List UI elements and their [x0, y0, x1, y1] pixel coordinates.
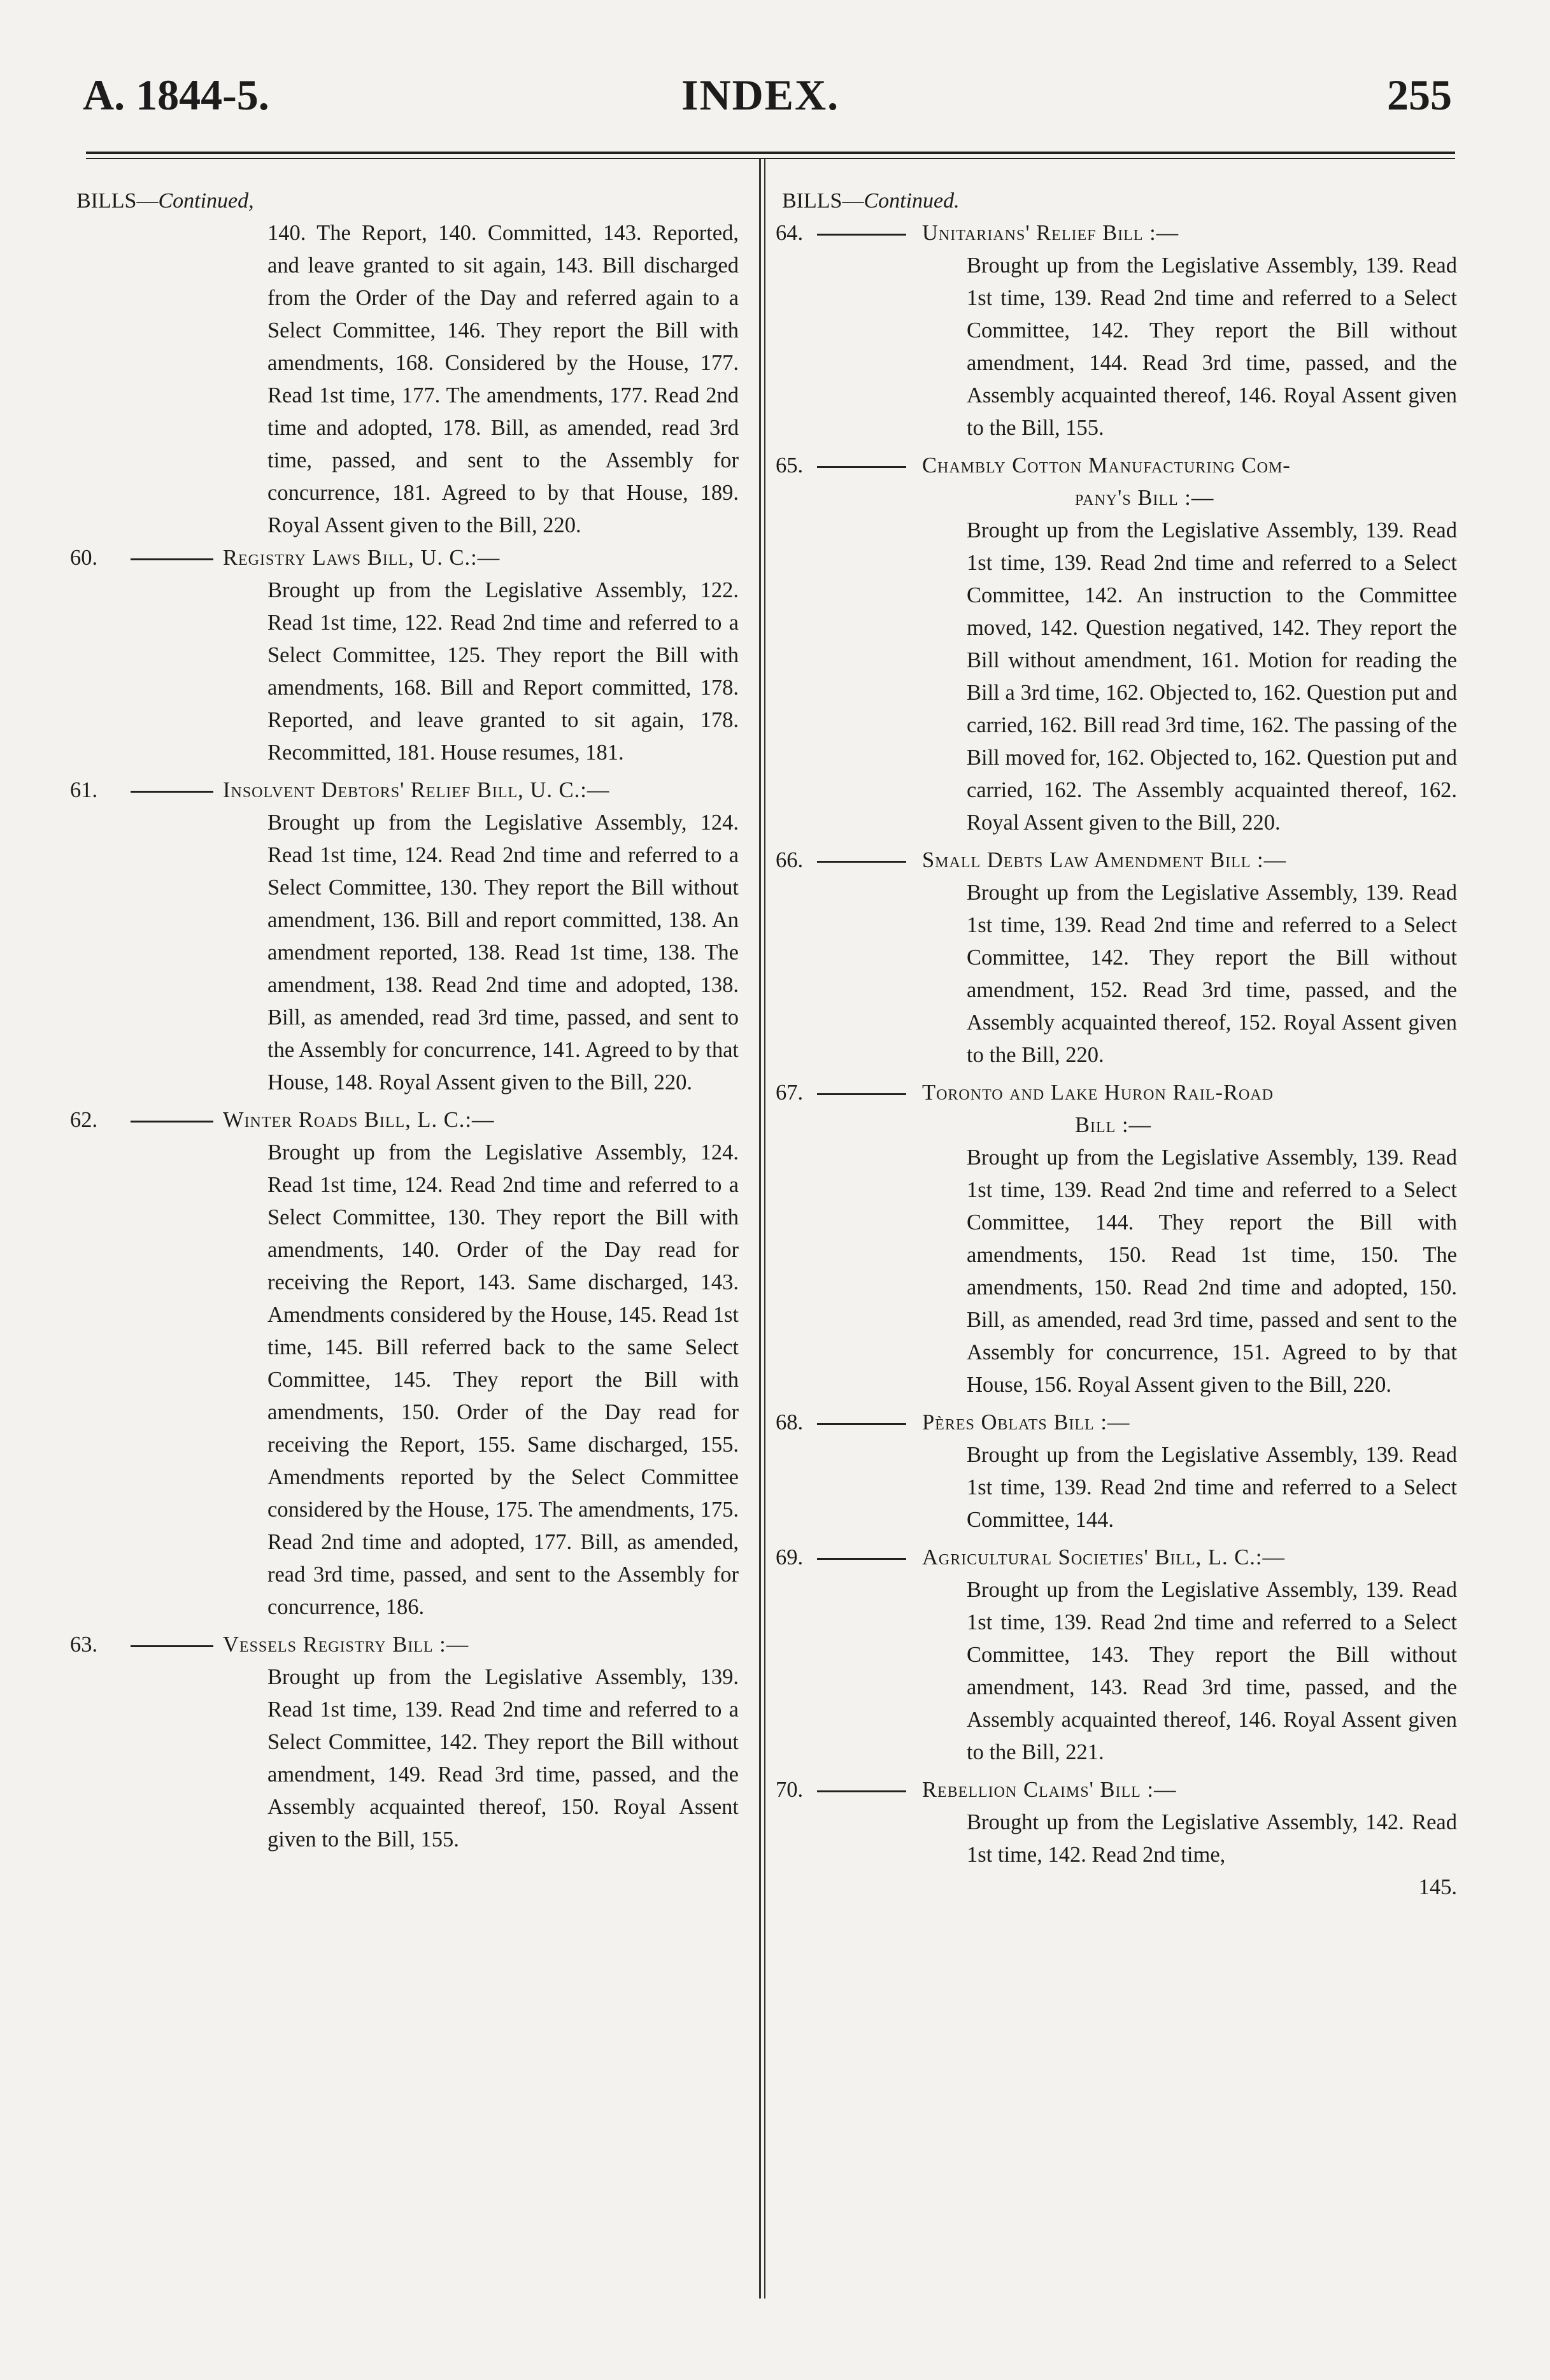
- entry-number: 60.: [70, 546, 98, 570]
- entry-body: Brought up from the Legislative Assembly, 139. Read 1st time, 139. Read 2nd time and referred to a Select Committee, 143. They report the Bill without amendment, 143. Read 3rd time, passed, and the Assembly acquainted thereof, 146. Royal Assent given to the Bill, 221.: [967, 1578, 1457, 1764]
- entry-dash: [817, 234, 906, 236]
- entry-dash: [817, 1423, 906, 1425]
- index-entry: [70, 774, 739, 1099]
- page-title: INDEX.: [681, 71, 840, 119]
- right-column: [776, 185, 1457, 1909]
- index-entry: [776, 1541, 1457, 1769]
- entry-header: [776, 1774, 1457, 1806]
- entry-number: 67.: [776, 1080, 804, 1105]
- entry-number: 68.: [776, 1410, 804, 1434]
- session-year: A. 1844-5.: [83, 71, 269, 119]
- entry-number: 61.: [70, 778, 98, 802]
- heading-continued: Continued,: [158, 189, 254, 213]
- index-entry: [776, 217, 1457, 444]
- header-rule: [86, 152, 1455, 154]
- entry-number: 63.: [70, 1633, 98, 1657]
- heading-main: BILLS—: [782, 189, 864, 213]
- index-entry: [776, 1406, 1457, 1536]
- entry-header: [776, 844, 1457, 877]
- entry-header: [776, 217, 1457, 250]
- index-entry: [776, 1774, 1457, 1904]
- entry-title: Insolvent Debtors' Relief Bill, U. C.:—: [223, 778, 610, 802]
- index-entry: [776, 450, 1457, 839]
- entry-title: Small Debts Law Amendment Bill :—: [922, 848, 1287, 872]
- entry-header: [70, 1104, 739, 1137]
- entry-dash: [131, 558, 213, 560]
- entry-header: [776, 1406, 1457, 1439]
- entry-title: Toronto and Lake Huron Rail-Road: [922, 1080, 1274, 1105]
- column-divider: [759, 159, 761, 2299]
- entry-title: Rebellion Claims' Bill :—: [922, 1778, 1177, 1802]
- entry-dash: [817, 1093, 906, 1095]
- entry-dash: [131, 791, 213, 793]
- entry-body: Brought up from the Legislative Assembly, 139. Read 1st time, 139. Read 2nd time and referred to a Select Committee, 144.: [967, 1443, 1457, 1532]
- entry-body: Brought up from the Legislative Assembly, 124. Read 1st time, 124. Read 2nd time and referred to a Select Committee, 130. They report the Bill with amendments, 140. Order of the Day read for receiving the Report, 143. Same discharged, 143. Amendments considered by the House, 145. Read 1st time, 145. Bill referred back to the same Select Committee, 145. They report the Bill with amendments, 150. Order of the Day read for receiving the Report, 155. Same discharged, 155. Amendments reported by the Select Committee considered by the House, 175. The amendments, 175. Read 2nd time and adopted, 177. Bill, as amended, read 3rd time, passed, and sent to the Assembly for concurrence, 186.: [267, 1140, 739, 1619]
- entry-number: 69.: [776, 1545, 804, 1569]
- entry-dash: [131, 1645, 213, 1647]
- entry-title: Vessels Registry Bill :—: [223, 1633, 469, 1657]
- entry-body: Brought up from the Legislative Assembly, 122. Read 1st time, 122. Read 2nd time and referred to a Select Committee, 125. They report the Bill with amendments, 168. Bill and Report committed, 178. Reported, and leave granted to sit again, 178. Recommitted, 181. House resumes, 181.: [267, 578, 739, 765]
- entry-title: Winter Roads Bill, L. C.:—: [223, 1108, 495, 1132]
- entry-title: Agricultural Societies' Bill, L. C.:—: [922, 1545, 1285, 1569]
- entry-title: Registry Laws Bill, U. C.:—: [223, 546, 501, 570]
- entry-number: 66.: [776, 848, 804, 872]
- entry-number: 64.: [776, 221, 804, 245]
- entry-title-continued: Bill :—: [1075, 1113, 1152, 1137]
- entry-body: Brought up from the Legislative Assembly, 139. Read 1st time, 139. Read 2nd time and referred to a Select Committee, 142. An instruction to the Committee moved, 142. Question negatived, 142. They report the Bill without amendment, 161. Motion for reading the Bill a 3rd time, 162. Objected to, 162. Question put and carried, 162. Bill read 3rd time, 162. The passing of the Bill moved for, 162. Objected to, 162. Question put and carried, 162. The Assembly acquainted thereof, 162. Royal Assent given to the Bill, 220.: [967, 518, 1457, 835]
- index-entry: [70, 542, 739, 769]
- index-entry: [776, 1077, 1457, 1401]
- entry-header: [70, 1629, 739, 1661]
- left-column: [70, 185, 739, 1861]
- index-entry: [70, 1629, 739, 1856]
- entry-dash: [817, 1558, 906, 1560]
- entry-title: Unitarians' Relief Bill :—: [922, 221, 1179, 245]
- entry-header: [776, 450, 1457, 482]
- column-heading: [76, 185, 739, 217]
- entry-title-continued: pany's Bill :—: [1075, 486, 1214, 510]
- entry-body: Brought up from the Legislative Assembly, 139. Read 1st time, 139. Read 2nd time and referred to a Select Committee, 144. They report the Bill with amendments, 150. Read 1st time, 150. The amendments, 150. Read 2nd time and adopted, 150. Bill, as amended, read 3rd time, passed and sent to the Assembly for concurrence, 151. Agreed to by that House, 156. Royal Assent given to the Bill, 220.: [967, 1145, 1457, 1397]
- entry-header: [776, 1077, 1457, 1109]
- entry-body: Brought up from the Legislative Assembly, 139. Read 1st time, 139. Read 2nd time and referred to a Select Committee, 142. They report the Bill without amendment, 152. Read 3rd time, passed, and the Assembly acquainted thereof, 152. Royal Assent given to the Bill, 220.: [967, 881, 1457, 1067]
- entry-dash: [131, 1121, 213, 1123]
- entry-number: 65.: [776, 453, 804, 478]
- entry-trailing-page: 145.: [1418, 1875, 1457, 1899]
- entry-dash: [817, 466, 906, 468]
- index-entry: [70, 1104, 739, 1624]
- entry-header: [70, 774, 739, 807]
- header-rule-thin: [86, 158, 1455, 159]
- entry-title: Pères Oblats Bill :—: [922, 1410, 1130, 1434]
- entry-body: Brought up from the Legislative Assembly, 139. Read 1st time, 139. Read 2nd time and referred to a Select Committee, 142. They report the Bill without amendment, 149. Read 3rd time, passed, and the Assembly acquainted thereof, 150. Royal Assent given to the Bill, 155.: [267, 1665, 739, 1852]
- entry-header: [70, 542, 739, 574]
- entry-body: Brought up from the Legislative Assembly, 124. Read 1st time, 124. Read 2nd time and referred to a Select Committee, 130. They report the Bill without amendment, 136. Bill and report committed, 138. An amendment reported, 138. Read 1st time, 138. The amendment, 138. Read 2nd time and adopted, 138. Bill, as amended, read 3rd time, passed, and sent to the Assembly for concurrence, 141. Agreed to by that House, 148. Royal Assent given to the Bill, 220.: [267, 811, 739, 1094]
- index-entry: [776, 844, 1457, 1072]
- entry-dash: [817, 861, 906, 863]
- entry-number: 70.: [776, 1778, 804, 1802]
- entry-body: Brought up from the Legislative Assembly, 142. Read 1st time, 142. Read 2nd time,: [967, 1810, 1457, 1867]
- continued-entry-text: 140. The Report, 140. Committed, 143. Reported, and leave granted to sit again, 143. Bill discharged from the Order of the Day and referred again to a Select Committee, 146. They report the Bill with amendments, 168. Considered by the House, 177. Read 1st time, 177. The amendments, 177. Read 2nd time and adopted, 178. Bill, as amended, read 3rd time, passed, and sent to the Assembly for concurrence, 181. Agreed to by that House, 189. Royal Assent given to the Bill, 220.: [267, 221, 739, 537]
- entry-header: [776, 1541, 1457, 1574]
- column-heading: [782, 185, 1457, 217]
- heading-main: BILLS—: [76, 189, 159, 213]
- entry-title: Chambly Cotton Manufacturing Com-: [922, 453, 1291, 478]
- entry-number: 62.: [70, 1108, 98, 1132]
- heading-continued: Continued.: [864, 189, 960, 213]
- page-header: [83, 64, 1452, 134]
- entry-body: Brought up from the Legislative Assembly, 139. Read 1st time, 139. Read 2nd time and referred to a Select Committee, 142. They report the Bill without amendment, 144. Read 3rd time, passed, and the Assembly acquainted thereof, 146. Royal Assent given to the Bill, 155.: [967, 253, 1457, 440]
- column-divider-thin: [764, 159, 765, 2299]
- page-number: 255: [1387, 71, 1452, 119]
- entry-dash: [817, 1790, 906, 1792]
